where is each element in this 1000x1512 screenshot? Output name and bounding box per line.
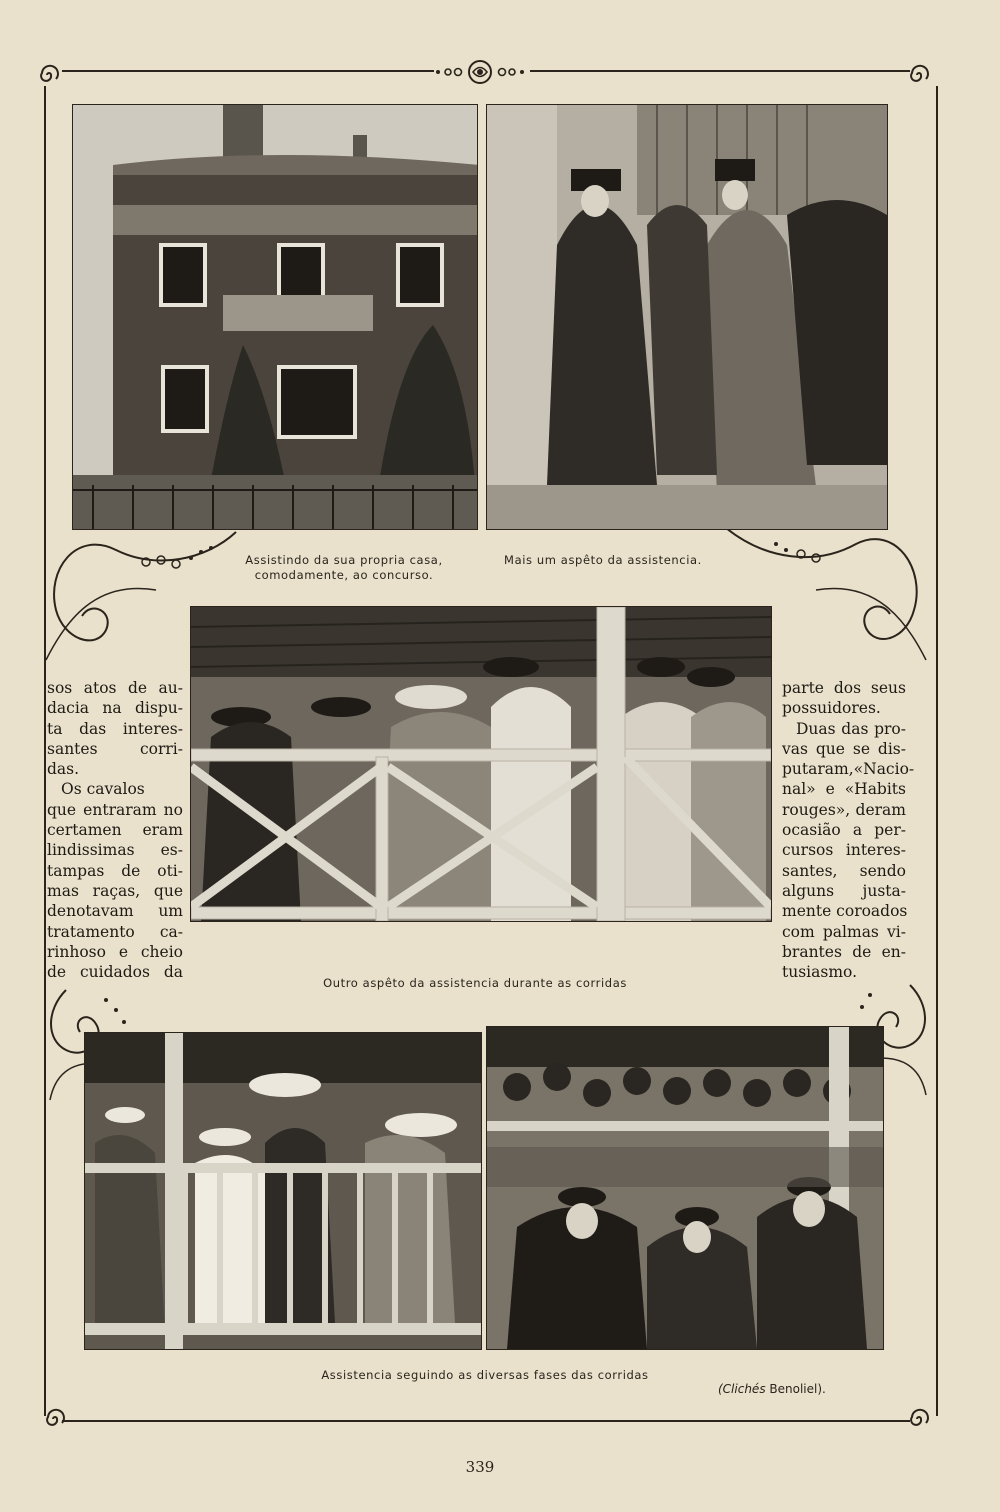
text-line: brantes de en- [782,942,906,961]
text-line: ta das interes- [47,719,183,738]
spectators-right-photo [486,1026,884,1350]
text-line: cursos interes- [782,841,906,860]
text-line: ocasião a per- [782,821,906,840]
text-line: rouges», deram [782,800,906,819]
text-line: mas raças, que [47,881,183,900]
text-line: vas que se dis- [782,739,906,758]
spectators-left-photo [84,1032,482,1350]
credit-name: Benoliel). [769,1382,826,1396]
text-line: Duas das pro- [796,719,906,738]
text-line: denotavam um [47,902,183,921]
text-line: alguns justa- [782,881,906,900]
text-line: possuidores. [782,699,881,718]
corner-spiral-icon [904,60,934,90]
ladies-photo [486,104,888,530]
text-line: de cuidados da [47,963,183,982]
text-line: santes corri- [47,739,183,758]
page-number: 339 [465,1458,495,1476]
house-photo [72,104,478,530]
ladies-caption: Mais um aspêto da assistencia. [504,553,702,567]
corner-spiral-icon [40,1404,70,1434]
text-line: sos atos de au- [47,679,183,697]
left-text-column [47,678,183,982]
text-line: dacia na dispu- [47,699,183,718]
frame-right [936,86,938,1416]
text-line: com palmas vi- [782,922,906,941]
text-line: que entraram no [47,800,183,819]
right-text-column [782,678,915,982]
text-line: nal» e «Habits [782,780,906,799]
frame-top-left [62,70,434,72]
credit-label: (Clichés [718,1382,766,1396]
text-line: santes, sendo [782,861,906,880]
frame-bottom [62,1420,910,1422]
photo-credit [718,1382,826,1396]
text-line: lindissimas es- [47,841,183,860]
text-line: mente coroados [782,902,908,921]
text-line: certamen eram [47,821,183,840]
rose-ornament-icon [430,58,530,86]
corner-spiral-icon [904,1404,934,1434]
grandstand-photo [190,606,772,922]
frame-top-right [530,70,910,72]
text-line: putaram,«Nacio- [782,760,915,779]
house-caption: Assistindo da sua propria casa, comodamente, ao concurso. [245,553,443,582]
text-line: parte dos seus [782,679,906,697]
text-line: tratamento ca- [47,922,183,941]
grandstand-caption: Outro aspêto da assistencia durante as corridas [323,976,627,990]
text-line: rinhoso e cheio [47,942,183,961]
text-line: tampas de oti- [47,861,183,880]
text-line: Os cavalos [61,780,145,799]
frame-left [44,86,46,1416]
text-line: tusiasmo. [782,963,858,982]
corner-spiral-icon [34,60,64,90]
bottom-caption: Assistencia seguindo as diversas fases das corridas [321,1368,649,1382]
text-line: das. [47,760,80,779]
